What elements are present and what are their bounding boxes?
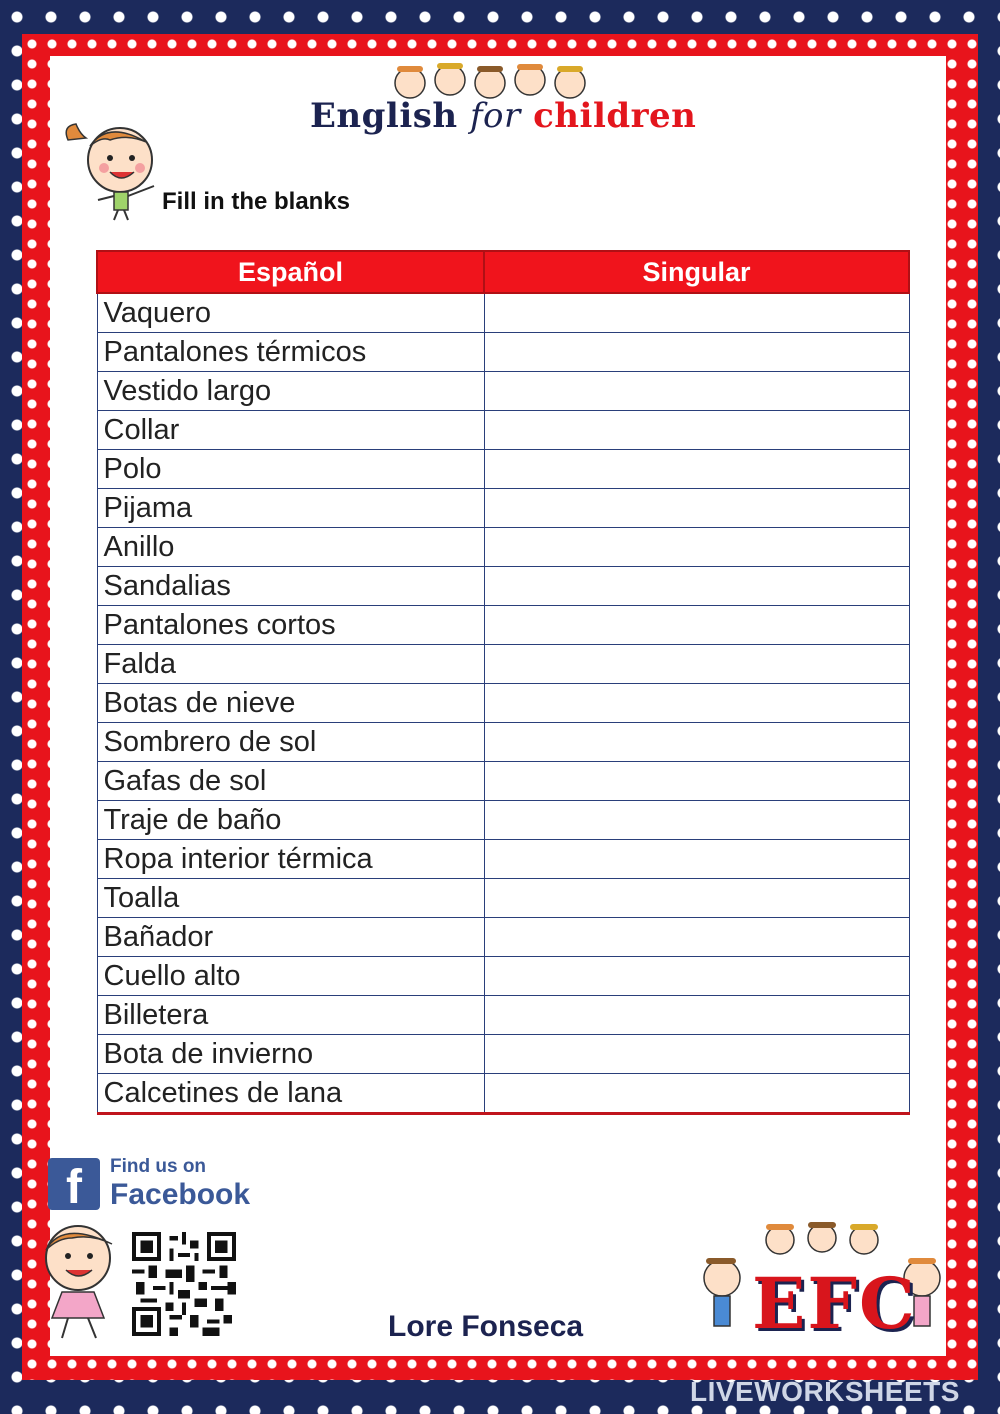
- spanish-word: Bañador: [97, 918, 484, 957]
- title-part-for: for: [469, 96, 521, 136]
- spanish-word: Sandalias: [97, 567, 484, 606]
- table-row: [97, 489, 909, 528]
- spanish-word: Billetera: [97, 996, 484, 1035]
- answer-blank[interactable]: [484, 528, 909, 567]
- spanish-word: Pijama: [97, 489, 484, 528]
- answer-blank[interactable]: [484, 684, 909, 723]
- answer-blank[interactable]: [484, 606, 909, 645]
- answer-blank[interactable]: [484, 411, 909, 450]
- answer-blank[interactable]: [484, 567, 909, 606]
- table-row: [97, 1035, 909, 1074]
- spanish-word: Calcetines de lana: [97, 1074, 484, 1114]
- spanish-word: Vaquero: [97, 293, 484, 333]
- answer-blank[interactable]: [484, 996, 909, 1035]
- answer-blank[interactable]: [484, 1035, 909, 1074]
- instruction-text: Fill in the blanks: [162, 188, 351, 215]
- spanish-word: Gafas de sol: [97, 762, 484, 801]
- table-row: [97, 957, 909, 996]
- table-row: [97, 333, 909, 372]
- answer-blank[interactable]: [484, 879, 909, 918]
- spanish-word: Pantalones térmicos: [97, 333, 484, 372]
- table-row: [97, 411, 909, 450]
- facebook-name-text[interactable]: Facebook: [110, 1178, 251, 1211]
- qr-code[interactable]: [132, 1232, 236, 1336]
- facebook-find-text: Find us on: [110, 1156, 207, 1177]
- answer-blank[interactable]: [484, 957, 909, 996]
- table-row: [97, 723, 909, 762]
- author-name: Lore Fonseca: [388, 1310, 584, 1343]
- table-row: [97, 293, 909, 333]
- answer-blank[interactable]: [484, 801, 909, 840]
- table-row: [97, 918, 909, 957]
- table-row: [97, 528, 909, 567]
- spanish-word: Cuello alto: [97, 957, 484, 996]
- spanish-word: Pantalones cortos: [97, 606, 484, 645]
- spanish-word: Traje de baño: [97, 801, 484, 840]
- answer-blank[interactable]: [484, 489, 909, 528]
- spanish-word: Vestido largo: [97, 372, 484, 411]
- table-row: [97, 840, 909, 879]
- table-row: [97, 801, 909, 840]
- table-row: [97, 996, 909, 1035]
- answer-blank[interactable]: [484, 372, 909, 411]
- answer-blank[interactable]: [484, 645, 909, 684]
- table-row: [97, 567, 909, 606]
- table-row: [97, 879, 909, 918]
- header-espanol: Español: [97, 251, 484, 293]
- spanish-word: Sombrero de sol: [97, 723, 484, 762]
- answer-blank[interactable]: [484, 762, 909, 801]
- header-singular: Singular: [484, 251, 909, 293]
- spanish-word: Falda: [97, 645, 484, 684]
- answer-blank[interactable]: [484, 840, 909, 879]
- title-part-english: English: [310, 96, 458, 136]
- answer-blank[interactable]: [484, 918, 909, 957]
- spanish-word: Anillo: [97, 528, 484, 567]
- answer-blank[interactable]: [484, 333, 909, 372]
- liveworksheets-watermark: LIVEWORKSHEETS: [690, 1376, 960, 1407]
- table-row: [97, 372, 909, 411]
- worksheet-title: [310, 96, 696, 136]
- table-row: [97, 606, 909, 645]
- answer-blank[interactable]: [484, 450, 909, 489]
- table-row: [97, 684, 909, 723]
- vocabulary-table: [96, 250, 910, 1115]
- spanish-word: Botas de nieve: [97, 684, 484, 723]
- answer-blank[interactable]: [484, 723, 909, 762]
- girl-dancing-illustration: [22, 1214, 132, 1344]
- spanish-word: Bota de invierno: [97, 1035, 484, 1074]
- spanish-word: Polo: [97, 450, 484, 489]
- table-header-row: [97, 251, 909, 293]
- spanish-word: Collar: [97, 411, 484, 450]
- title-part-children: children: [533, 96, 697, 136]
- facebook-icon[interactable]: f: [48, 1158, 100, 1210]
- efc-logo-text: EFC: [752, 1262, 917, 1345]
- table-row: [97, 762, 909, 801]
- table-row: [97, 1074, 909, 1114]
- answer-blank[interactable]: [484, 1074, 909, 1114]
- spanish-word: Ropa interior térmica: [97, 840, 484, 879]
- table-row: [97, 645, 909, 684]
- answer-blank[interactable]: [484, 293, 909, 333]
- girl-waving-illustration: [58, 112, 168, 224]
- table-row: [97, 450, 909, 489]
- spanish-word: Toalla: [97, 879, 484, 918]
